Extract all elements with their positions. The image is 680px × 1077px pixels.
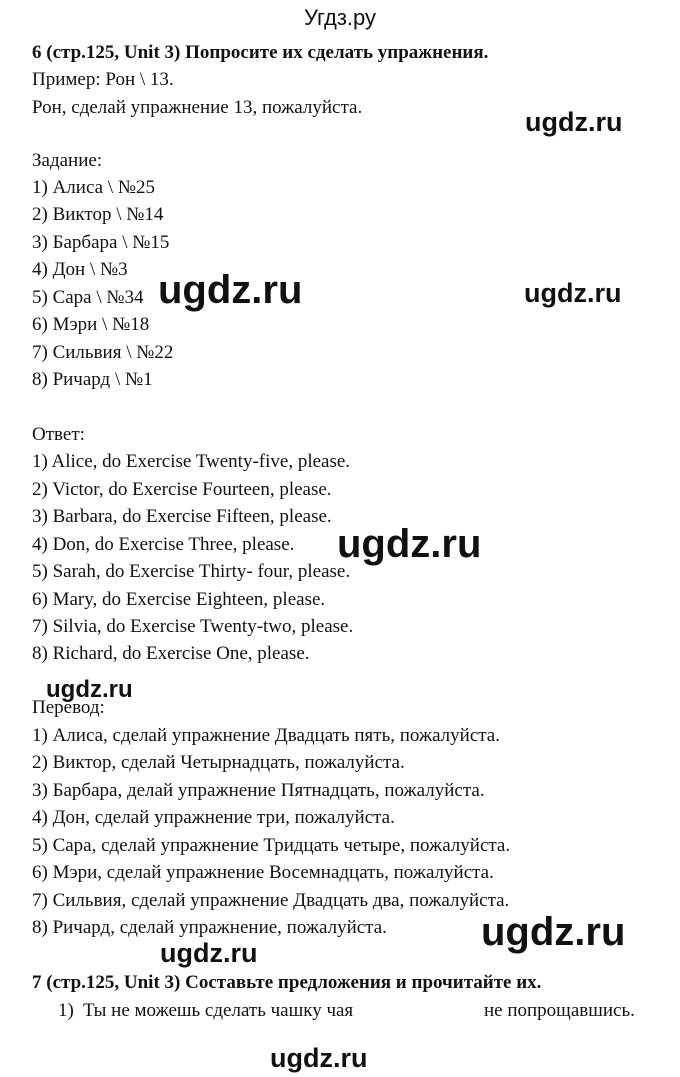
page-header: Угдз.ру [303,5,377,30]
answer-item: 8) Richard, do Exercise One, please. [32,643,310,664]
translation-item: 8) Ричард, сделай упражнение, пожалуйста. [32,917,387,938]
watermark: ugdz.ru [158,268,303,312]
task-label: Задание: [32,150,103,171]
watermark: ugdz.ru [481,910,626,954]
task-item: 4) Дон \ №3 [32,259,128,280]
task-item: 3) Барбара \ №15 [32,232,170,253]
answer-item: 5) Sarah, do Exercise Thirty- four, please. [32,561,351,582]
watermark: ugdz.ru [160,938,258,968]
task-item: 7) Сильвия \ №22 [32,342,174,363]
translation-item: 3) Барбара, делай упражнение Пятнадцать, пожалуйста. [32,780,485,801]
exercise-7-item-left: Ты не можешь сделать чашку чая [83,1000,354,1021]
exercise-6-title: 6 (стр.125, Unit 3) Попросите их сделать упражнения. [32,42,489,63]
task-item: 1) Алиса \ №25 [32,177,155,198]
translation-label: Перевод: [32,697,105,718]
answer-item: 6) Mary, do Exercise Eighteen, please. [32,589,326,610]
translation-item: 2) Виктор, сделай Четырнадцать, пожалуйста. [32,752,405,773]
watermark: ugdz.ru [337,522,482,566]
translation-item: 7) Сильвия, сделай упражнение Двадцать два, пожалуйста. [32,890,510,911]
translation-item: 5) Сара, сделай упражнение Тридцать четыре, пожалуйста. [32,835,511,856]
watermark: ugdz.ru [525,107,623,137]
watermark: ugdz.ru [270,1043,368,1073]
translation-item: 6) Мэри, сделай упражнение Восемнадцать, пожалуйста. [32,862,494,883]
example-label: Пример: Рон \ 13. [32,69,174,90]
translation-item: 1) Алиса, сделай упражнение Двадцать пять, пожалуйста. [32,725,500,746]
task-item: 2) Виктор \ №14 [32,204,164,225]
answer-item: 7) Silvia, do Exercise Twenty-two, please. [32,616,354,637]
exercise-7-title: 7 (стр.125, Unit 3) Составьте предложения и прочитайте их. [32,972,542,993]
watermark: ugdz.ru [46,676,133,703]
answer-label: Ответ: [32,424,85,445]
task-item: 6) Мэри \ №18 [32,314,150,335]
exercise-7-item-right: не попрощавшись. [484,1000,635,1021]
answer-item: 1) Alice, do Exercise Twenty-five, please. [32,451,351,472]
answer-item: 3) Barbara, do Exercise Fifteen, please. [32,506,332,527]
answer-item: 4) Don, do Exercise Three, please. [32,534,295,555]
translation-item: 4) Дон, сделай упражнение три, пожалуйста. [32,807,395,828]
exercise-7-item-number: 1) [58,1000,74,1021]
task-item: 8) Ричард \ №1 [32,369,153,390]
example-answer: Рон, сделай упражнение 13, пожалуйста. [32,97,363,118]
task-item: 5) Сара \ №34 [32,287,144,308]
answer-item: 2) Victor, do Exercise Fourteen, please. [32,479,332,500]
watermark: ugdz.ru [524,278,622,308]
